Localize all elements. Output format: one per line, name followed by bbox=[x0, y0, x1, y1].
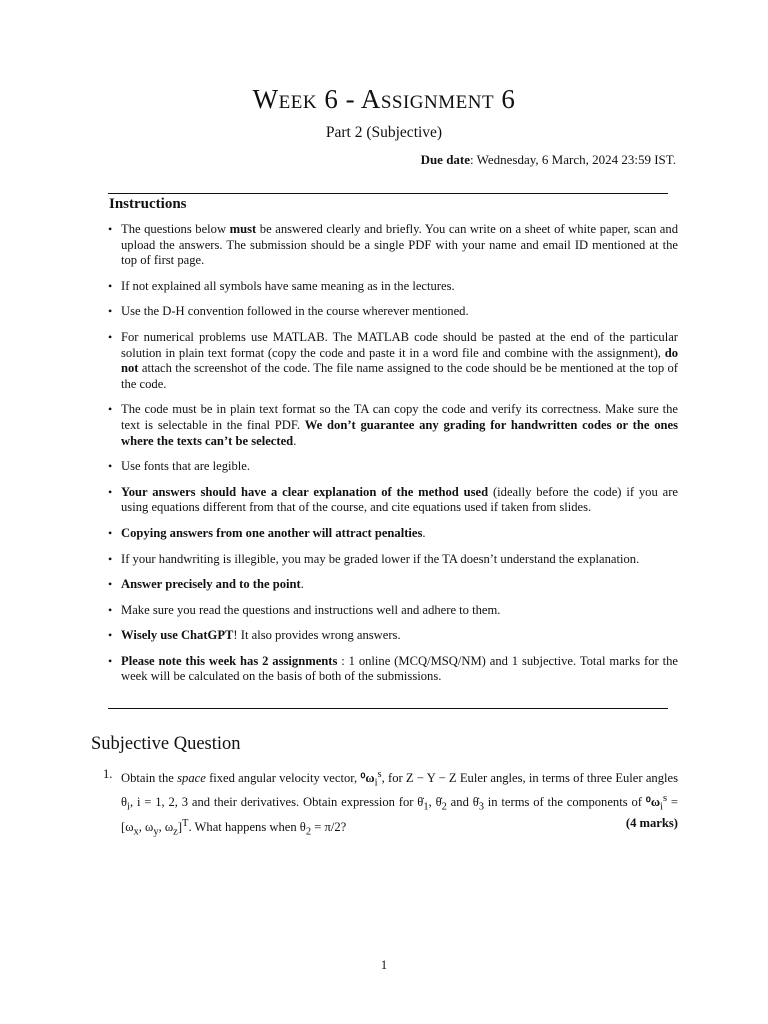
instruction-item: • For numerical problems use MATLAB. The MATLAB code should be pasted at the end of the particular solution in plain text format (copy the code and paste it in a word file and combine with the assignment), do not attach the screenshot of the code. The file name assigned to the code should be be mentioned at the top of the code. bbox=[108, 330, 678, 392]
question-number: 1. bbox=[103, 767, 113, 781]
subjective-section-heading: Subjective Question bbox=[91, 734, 241, 754]
question-1 bbox=[103, 767, 678, 840]
instruction-item: • The questions below must be answered clearly and briefly. You can write on a sheet of white paper, scan and upload the answers. The submission should be a single PDF with your name and email ID mentioned at the top of first page. bbox=[108, 222, 678, 269]
instruction-item: • If not explained all symbols have same meaning as in the lectures. bbox=[108, 279, 678, 295]
page-number: 1 bbox=[380, 958, 388, 972]
instruction-item: • Use the D-H convention followed in the course wherever mentioned. bbox=[108, 304, 678, 320]
instruction-item: • Answer precisely and to the point. bbox=[108, 577, 678, 593]
question-text: Obtain the space fixed angular velocity vector, $^0\omega_i^s$, for Z − Y − Z Euler angles, in terms of three Euler angles $\theta_i$, i = 1, 2, 3 and their derivatives. Obtain expression for $\thetȧ_1$, $\thetȧ_2$ and $\thetȧ_3$ in terms of the components of $^0\omega_i^s = [\omega_x$, $\omega_y$, $\omega_z]^T$. What happens when $\theta_2 = \pi/2$? (4 marks) bbox=[121, 769, 678, 838]
instruction-item: • Your answers should have a clear explanation of the method used (ideally before the code) if you are using equations different from that of the course, and cite equations used if taken from slides. bbox=[108, 485, 678, 516]
page-title: Week 6 - Assignment 6 bbox=[252, 84, 516, 114]
instruction-item: • Make sure you read the questions and instructions well and adhere to them. bbox=[108, 603, 678, 619]
instructions-heading: Instructions bbox=[109, 196, 187, 212]
instruction-item: • The code must be in plain text format so the TA can copy the code and verify its correctness. Make sure the text is selectable in the final PDF. We don’t guarantee any grading for handwritten codes or the ones where the texts can’t be selected. bbox=[108, 402, 678, 449]
question-marks: (4 marks) bbox=[625, 815, 678, 830]
instruction-item: • Copying answers from one another will attract penalties. bbox=[108, 526, 678, 542]
instruction-item: • If your handwriting is illegible, you may be graded lower if the TA doesn’t understand the explanation. bbox=[108, 552, 678, 568]
page-subtitle: Part 2 (Subjective) bbox=[325, 124, 443, 141]
instruction-item: • Please note this week has 2 assignments : 1 online (MCQ/MSQ/NM) and 1 subjective. Total marks for the week will be calculated on the basis of both of the submissions. bbox=[108, 654, 678, 685]
top-divider bbox=[108, 193, 668, 194]
instructions-list bbox=[108, 222, 678, 695]
instruction-item: • Wisely use ChatGPT! It also provides wrong answers. bbox=[108, 628, 678, 644]
bottom-divider bbox=[108, 708, 668, 709]
due-date bbox=[421, 152, 676, 168]
instruction-item: • Use fonts that are legible. bbox=[108, 459, 678, 475]
due-date-label: Due date bbox=[420, 152, 471, 167]
due-date-value: : Wednesday, 6 March, 2024 23:59 IST. bbox=[470, 152, 676, 167]
